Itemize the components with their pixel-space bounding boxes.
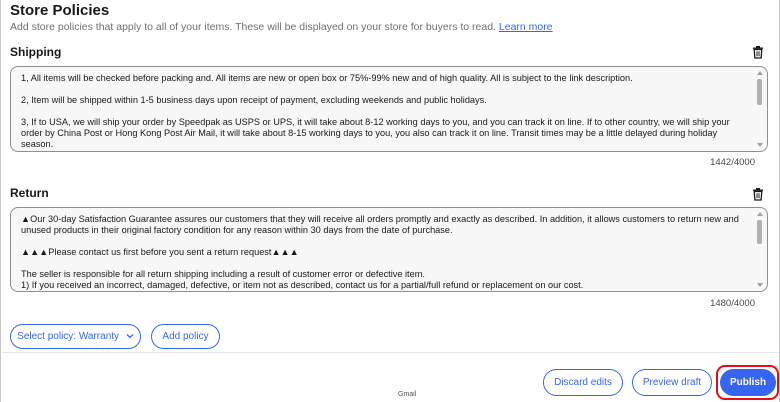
preview-draft-button[interactable]: Preview draft [632, 369, 712, 396]
shipping-line: 2, Item will be shipped within 1-5 business days upon receipt of payment, excluding weekends and public holidays. [21, 95, 487, 105]
shipping-scrollbar[interactable] [756, 71, 763, 147]
return-line: ▲Our 30-day Satisfaction Guarantee assures our customers that they will receive all orders promptly and exactly as described. In addition, it allows customers to return new and unused products in their original factory condition for any reason within 30 days from the date of purchase. [21, 214, 739, 235]
scroll-thumb[interactable] [757, 79, 762, 105]
shipping-line: 1, All items will be checked before packing and. All items are new or open box or 75%-99% new and of high quality. All is subject to the link description. [21, 73, 633, 83]
return-line: 1) If you received an incorrect, damaged, defective, or item not as described, contact us for a partial/full refund or replacement on our cost. [21, 280, 584, 290]
scroll-down-icon[interactable] [757, 283, 763, 287]
return-section-title: Return [10, 186, 49, 200]
trash-icon[interactable] [751, 187, 765, 201]
scroll-down-icon[interactable] [757, 143, 763, 147]
return-policy-text [21, 214, 749, 291]
return-char-counter: 1480/4000 [710, 298, 755, 309]
select-policy-dropdown[interactable] [10, 324, 141, 349]
return-policy-textarea[interactable] [10, 207, 768, 292]
gmail-label: Gmail [398, 391, 417, 398]
return-line: The seller is responsible for all return shipping including a result of customer error or defective item. [21, 269, 425, 279]
shipping-policy-text [21, 73, 749, 151]
learn-more-link[interactable]: Learn more [498, 21, 553, 33]
scroll-up-icon[interactable] [757, 212, 763, 216]
trash-icon[interactable] [751, 45, 765, 59]
return-scrollbar[interactable] [756, 212, 763, 287]
shipping-section-title: Shipping [10, 45, 62, 59]
shipping-policy-textarea[interactable] [10, 66, 768, 152]
publish-button[interactable]: Publish [720, 369, 776, 396]
shipping-line: 3, If to USA, we will ship your order by Speedpak as USPS or UPS, it will take about 8-12 working days to you, and you can track it on line. If to other country, we will ship your order by China Post or Hong Kong Post Air Mail, it will take about 8-15 working days to you, you also can track it on line. Transit times may be a little delayed during holiday season. [21, 117, 730, 149]
chevron-down-icon [126, 333, 134, 339]
footer-divider [2, 352, 778, 353]
page-title: Store Policies [10, 2, 110, 19]
scroll-up-icon[interactable] [757, 71, 763, 75]
scroll-thumb[interactable] [757, 220, 762, 244]
page-subtitle [10, 21, 553, 33]
shipping-char-counter: 1442/4000 [710, 157, 755, 168]
return-line: ▲▲▲Please contact us first before you sent a return request▲▲▲ [21, 247, 299, 257]
discard-edits-button[interactable]: Discard edits [543, 369, 623, 396]
select-policy-label: Select policy: Warranty [17, 331, 120, 342]
subtitle-text: Add store policies that apply to all of your items. These will be displayed on your store for buyers to read. [10, 21, 496, 33]
add-policy-button[interactable]: Add policy [151, 324, 220, 349]
